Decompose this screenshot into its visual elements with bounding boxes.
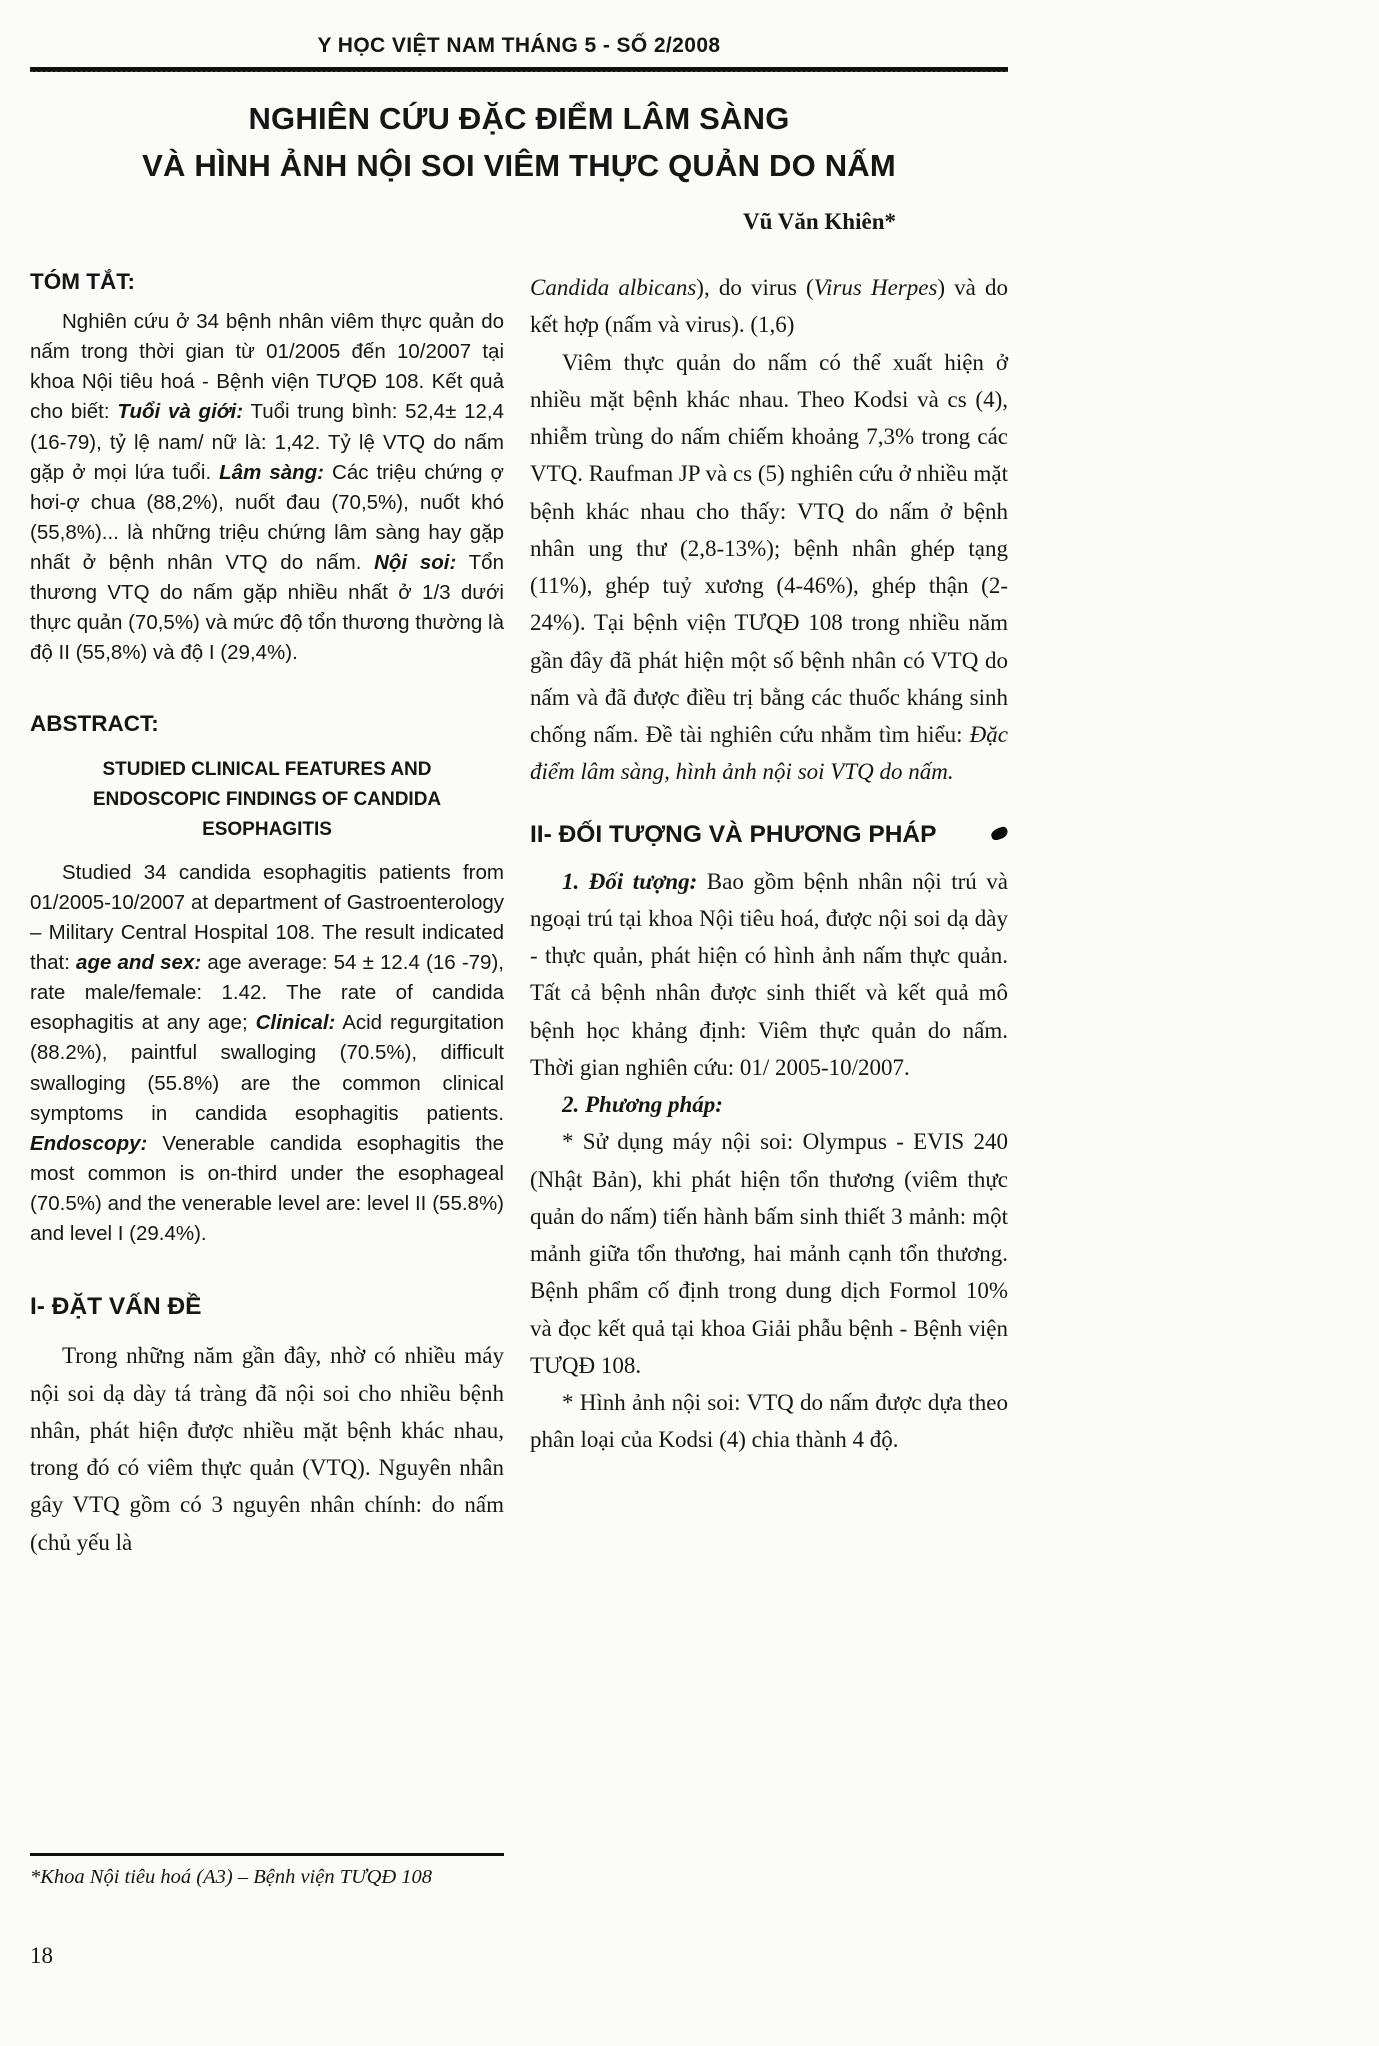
continuation-paragraph: Candida albicans), do virus (Virus Herpes) và do kết hợp (nấm và virus). (1,6)	[530, 275, 1009, 338]
left-column	[30, 269, 504, 1969]
section1-heading: I- ĐẶT VẤN ĐỀ	[30, 1293, 202, 1321]
journal-name: Y HỌC VIỆT NAM THÁNG 5 - SỐ 2/2008	[317, 34, 721, 57]
section2-heading-label: II- ĐỐI TƯỢNG VÀ PHƯƠNG PHÁP	[530, 820, 937, 848]
background-paragraph: Viêm thực quản do nấm có thể xuất hiện ở nhiều mặt bệnh khác nhau. Theo Kodsi và cs (4), nhiễm trùng do nấm chiếm khoảng 7,3% trong các VTQ. Raufman JP và cs (5) nghiên cứu ở nhiều mặt bệnh khác nhau cho thấy: VTQ do nấm ở bệnh nhân ung thư (2,8-13%); bệnh nhân ghép tạng (11%), ghép tuỷ xương (4-46%), ghép thận (2-24%). Tại bệnh viện TƯQĐ 108 trong nhiều năm gần đây đã phát hiện một số bệnh nhân có VTQ do nấm và đã được điều trị bằng các thuốc kháng sinh chống nấm. Đề tài nghiên cứu nhằm tìm hiểu: Đặc điểm lâm sàng, hình ảnh nội soi VTQ do nấm.	[530, 349, 1008, 785]
method-endoscope-paragraph: * Sử dụng máy nội soi: Olympus - EVIS 240 (Nhật Bản), khi phát hiện tổn thương (viêm thực quản do nấm) tiến hành bấm sinh thiết 3 mảnh: một mảnh giữa tổn thương, hai mảnh cạnh tổn thương. Bệnh phẩm cố định trong dung dịch Formol 10% và đọc kết quả tại khoa Giải phẫu bệnh - Bệnh viện TƯQĐ 108.	[530, 1129, 1008, 1378]
methods-heading-line: 2. Phương pháp:	[562, 1092, 723, 1117]
article-title-line2: VÀ HÌNH ẢNH NỘI SOI VIÊM THỰC QUẢN DO NẤM	[142, 147, 896, 183]
abstract-paragraph: Studied 34 candida esophagitis patients from 01/2005-10/2007 at department of Gastroenterology – Military Central Hospital 108. The result indicated that: age and sex: age average: 54 ± 12.4 (16 -79), rate male/female: 1.42. The rate of candida esophagitis at any age; Clinical: Acid regurgitation (88.2%), paintful swalloging (70.5%), difficult swalloging (55.8%) are the common clinical symptoms in candida esophagitis patients. Endoscopy: Venerable candida esophagitis the most common is on-third under the esophageal (70.5%) and the venerable level are: level II (55.8%) and level I (29.4%).	[30, 860, 504, 1246]
abstract-subtitle: STUDIED CLINICAL FEATURES AND ENDOSCOPIC FINDINGS OF CANDIDA ESOPHAGITIS	[92, 758, 442, 841]
intro-paragraph: Trong những năm gần đây, nhờ có nhiều máy nội soi dạ dày tá tràng đã nội soi cho nhiều bệnh nhân, phát hiện được nhiều mặt bệnh khác nhau, trong đó có viêm thực quản (VTQ). Nguyên nhân gây VTQ gồm có 3 nguyên nhân chính: do nấm (chủ yếu là	[30, 1343, 504, 1555]
ink-mark-artifact	[990, 825, 1010, 841]
right-column	[530, 269, 1008, 1969]
tomtat-heading: TÓM TẮT:	[30, 269, 135, 294]
page-number: 18	[30, 1943, 53, 1968]
tomtat-paragraph: Nghiên cứu ở 34 bệnh nhân viêm thực quản do nấm trong thời gian từ 01/2005 đến 10/2007 tại khoa Nội tiêu hoá - Bệnh viện TƯQĐ 108. Kết quả cho biết: Tuổi và giới: Tuổi trung bình: 52,4± 12,4 (16-79), tỷ lệ nam/ nữ là: 1,42. Tỷ lệ VTQ do nấm gặp ở mọi lứa tuổi. Lâm sàng: Các triệu chứng ợ hơi-ợ chua (88,2%), nuốt đau (70,5%), nuốt khó (55,8%)... là những triệu chứng lâm sàng hay gặp nhất ở bệnh nhân VTQ do nấm. Nội soi: Tổn thương VTQ do nấm gặp nhiều nhất ở 1/3 dưới thực quản (70,5%) và mức độ tổn thương thường là độ II (55,8%) và độ I (29,4%).	[30, 310, 504, 665]
method-classification-paragraph: * Hình ảnh nội soi: VTQ do nấm được dựa theo phân loại của Kodsi (4) chia thành 4 độ.	[530, 1390, 1008, 1453]
affiliation-footnote: *Khoa Nội tiêu hoá (A3) – Bệnh viện TƯQĐ 108	[30, 1866, 433, 1888]
footnote-rule	[30, 1853, 504, 1856]
journal-page	[30, 34, 1008, 1969]
journal-header	[30, 34, 1008, 72]
two-column-body	[30, 269, 1008, 1969]
subjects-paragraph: 1. Đối tượng: Bao gồm bệnh nhân nội trú và ngoại trú tại khoa Nội tiêu hoá, được nội soi dạ dày - thực quản, phát hiện có hình ảnh nấm thực quản. Tất cả bệnh nhân được sinh thiết và kết quả mô bệnh học khảng định: Viêm thực quản do nấm. Thời gian nghiên cứu: 01/ 2005-10/2007.	[530, 868, 1008, 1080]
author-name: Vũ Văn Khiên*	[743, 209, 896, 234]
article-title-line1: NGHIÊN CỨU ĐẶC ĐIỂM LÂM SÀNG	[248, 101, 790, 136]
article-title	[30, 96, 1008, 189]
abstract-heading: ABSTRACT:	[30, 710, 159, 736]
section2-heading	[530, 821, 1008, 849]
header-rule	[30, 67, 1008, 72]
